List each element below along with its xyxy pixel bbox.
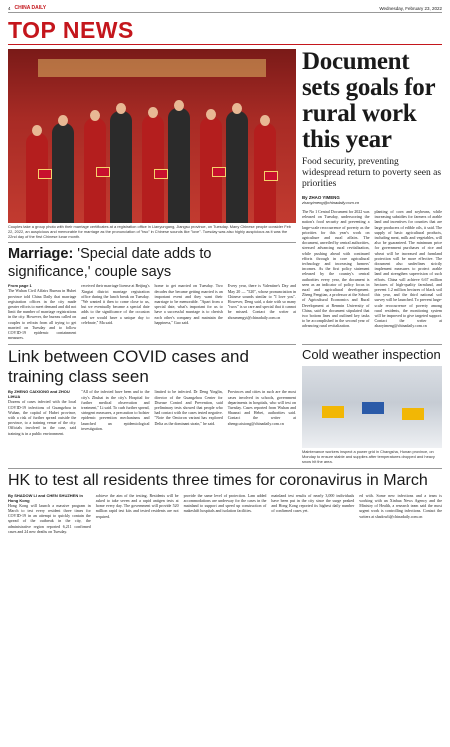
article-column: "All of the infected have been and to the city's Zhuhai in the city's Hospital for further medical observation and treatment," Li said. To curb further spread, stringent measures, a precaution to bolster epidemic prevention mechanisms and launched an epidemiological investigation. (81, 389, 150, 431)
lead-byline-email: zhaoyimeng@chinadaily.com.cn (302, 200, 360, 205)
cold-weather-caption: Maintenance workers inspect a power grid in Changsha, Hunan province, on Monday to ensure stable and supplies after temperatures dropped and heavy snow hit the area. (302, 449, 435, 465)
lead-article (302, 49, 442, 340)
utility-truck (402, 408, 424, 420)
article-column: provide the same level of protection. Lam added accommodations are underway for the cases in the mainland to support and speed up construction of makeshift hospitals and isolation facilities. (183, 492, 267, 514)
article-column: Dozens of cases infected with the local COVID-19 infections of Guangzhou in Wuhan, the capital of Hubei province, with a risk of further spread outside the province, to a training venue of the city. Officials involved in the case, said training is in a public environment. (8, 399, 77, 436)
person-head (260, 115, 270, 126)
hk-article (8, 468, 442, 534)
section-title: TOP NEWS (8, 13, 442, 45)
person-head (32, 125, 42, 136)
article-column: limited to be infected. Dr Deng Yinglin, director of the Guangzhou Center for Disease Control and Prevention, said preliminary tests showed that people who had contact with the cases tested negative. "Note the Omicron variant has explored Delta as the dominant strain," he said. (154, 389, 223, 426)
article-column: Provinces and cities in such are the most cases involved in schools, government departments in hospitals, who will test on Tuesday. Cases reported from Wuhan and Shaanxi and Hebei, authorities said. Contact the writer at zhengcaixiong@chinadaily.com.cn (227, 389, 296, 426)
article-column: planting of corn and soybeans, while increasing subsidies for farmers of arable land and incentives for counties that are large producers of edible oils, it said. The supply of basic agricultural products, including meat, milk and vegetables, will also be guaranteed. The minimum price for government purchases of rice and wheat will be increased and farmland protection will be more effective. The document also underlines strictly implement measures to protect arable land and strengthen supervision of such efforts. China will achieve 6.67 million hectares of high-quality farmland, and prevent 1.2 million hectares of black soil this year, and the third national soil survey will be launched. To prevent large-scale reoccurrence of poverty among rural residents, the monitoring system will be improved to give targeted support. Contact the writer at zhaoyimeng@chinadaily.com.cn (374, 209, 442, 329)
marriage-headline: Marriage: 'Special date adds to significance,' couple says (8, 242, 296, 281)
cold-weather-photo (302, 366, 442, 448)
person-figure (168, 108, 190, 223)
page-number: 4 (8, 5, 11, 11)
marriage-certificate (154, 169, 168, 179)
person-head (174, 100, 184, 111)
article-column: The Wuhan Civil Affairs Bureau in Hubei province told China Daily that marriage registration offices in the city made greater efforts to meet demand and did not limit the number of marriage registrations in the city. However, the bureau called on couples to refrain from all trying to get married on Tuesday and to follow COVID-19 epidemic containment measures. (8, 288, 77, 341)
couples-photo (8, 49, 296, 223)
person-head (232, 103, 242, 114)
lead-byline: By ZHAO YIMENG (302, 195, 340, 200)
person-head (58, 115, 68, 126)
person-head (90, 110, 100, 121)
article-column: mainland test results of nearly 3,000 individuals have been put in the city since the surge peaked and Hong Kong reported its highest daily number of confirmed cases yet. (271, 492, 355, 514)
hk-byline: By SHADOW LI and CHEN SHUZHEN in Hong Kong (8, 492, 83, 503)
brand-logo: CHINA DAILY (14, 5, 47, 11)
page-header (8, 4, 442, 13)
cold-weather-title: Cold weather inspection (302, 344, 442, 363)
linkage-headline: Link between COVID cases and training class seen (8, 344, 296, 387)
marriage-article (8, 242, 296, 340)
linkage-byline: By ZHENG CAIXIONG and ZHOU LIHUA (8, 389, 70, 400)
from-page-label: From page 1 (8, 283, 32, 289)
article-column: achieve the aim of the testing. Residents will be asked to take seven and a rapid antigen tests at home every day. The government will provide 520 million rapid test kits and tested residents are not required. (95, 492, 179, 519)
article-column: ed with. Some new infections and a team is working with an Xinhua News Agency and the Ministry of Health, a research team said the most urgent work is controlling infections. Contact the writers at shadowli@chinadaily.com.cn (359, 492, 442, 519)
person-figure (226, 111, 248, 223)
cold-weather-feature (302, 344, 442, 464)
article-column: The No 1 Central Document for 2022 was released on Tuesday, underscoring the nation's food security and preventing a large-scale reoccurrence of poverty as the priorities for this year's work on agriculture and rural affairs. The document, unveiled by central authorities, stressed advancing rural revitalization, while pushing ahead with continued efforts through in core agricultural technology and increasing farmers' incomes. As the first policy statement released by the country's central authorities every year, the document is seen as an indicator of policy focus in rural and agricultural development. Zheng Fengtian, a professor at the School of Agricultural Economics and Rural Development at Renmin University of China, said the document stipulated that two bottom lines and outlined key tasks to be accomplished in the second year of advancing rural revitalization. (302, 209, 370, 329)
utility-truck (362, 402, 384, 414)
photo-banner (38, 59, 266, 77)
marriage-certificate (38, 169, 52, 179)
marriage-certificate (212, 167, 226, 177)
article-column: received their marriage license at Beijing's Xingtai district marriage registration office during the lunch break on Tuesday. "We wanted it then to come close to us, but we eventually became a special date adds to the significance of the occasion and we would have a unique day to celebrate," Ma said. (81, 283, 150, 325)
linkage-article (8, 340, 296, 464)
lead-subhead: Food security, preventing widespread return to poverty seen as priorities (302, 157, 442, 189)
marriage-certificate (96, 167, 110, 177)
hk-headline: HK to test all residents three times for coronavirus in March (8, 468, 442, 491)
lead-headline: Document sets goals for rural work this year (302, 48, 435, 153)
person-figure (52, 123, 74, 223)
dateline: Wednesday, February 23, 2022 (379, 5, 442, 11)
marriage-certificate (264, 171, 278, 181)
person-head (206, 109, 216, 120)
article-column: home to get married on Tuesday. Two decades due became getting married is an important event and they want their marriage to be memorable. "Apart from a special date, what's important for us to have a successful marriage is to cherish each other's company and maintain the happiness," Guo said. (154, 283, 223, 325)
person-head (148, 107, 158, 118)
person-head (116, 103, 126, 114)
person-figure (110, 111, 132, 223)
utility-truck (322, 406, 344, 418)
photo-caption: Couples take a group photo with their marriage certificates at a registration office in Lianyungang, Jiangsu province, on Tuesday. Many Chinese people consider Feb 22, 2022, an auspicious and memorable for marriage as the pronunciation of "two" in Chinese sounds like "love". Tuesday was also highly auspicious as it was the 22nd day of the first Chinese lunar month. (8, 224, 291, 239)
article-column: Every year, there is Valentine's Day and May 20 — "520", whose pronunciation in Chinese sounds similar to "I love you". However, Deng said, a date with so many "twos" is so rare and special that it cannot be missed. Contact the writer at zhoumengyi@chinadaily.com.cn (227, 283, 296, 320)
article-column: Hong Kong will launch a massive program in March to test every resident three times for COVID-19 in an attempt to quickly contain the spread of the outbreak in the city, the administrative region reported 6,211 confirmed cases and 24 new deaths on Tuesday. (8, 502, 91, 534)
